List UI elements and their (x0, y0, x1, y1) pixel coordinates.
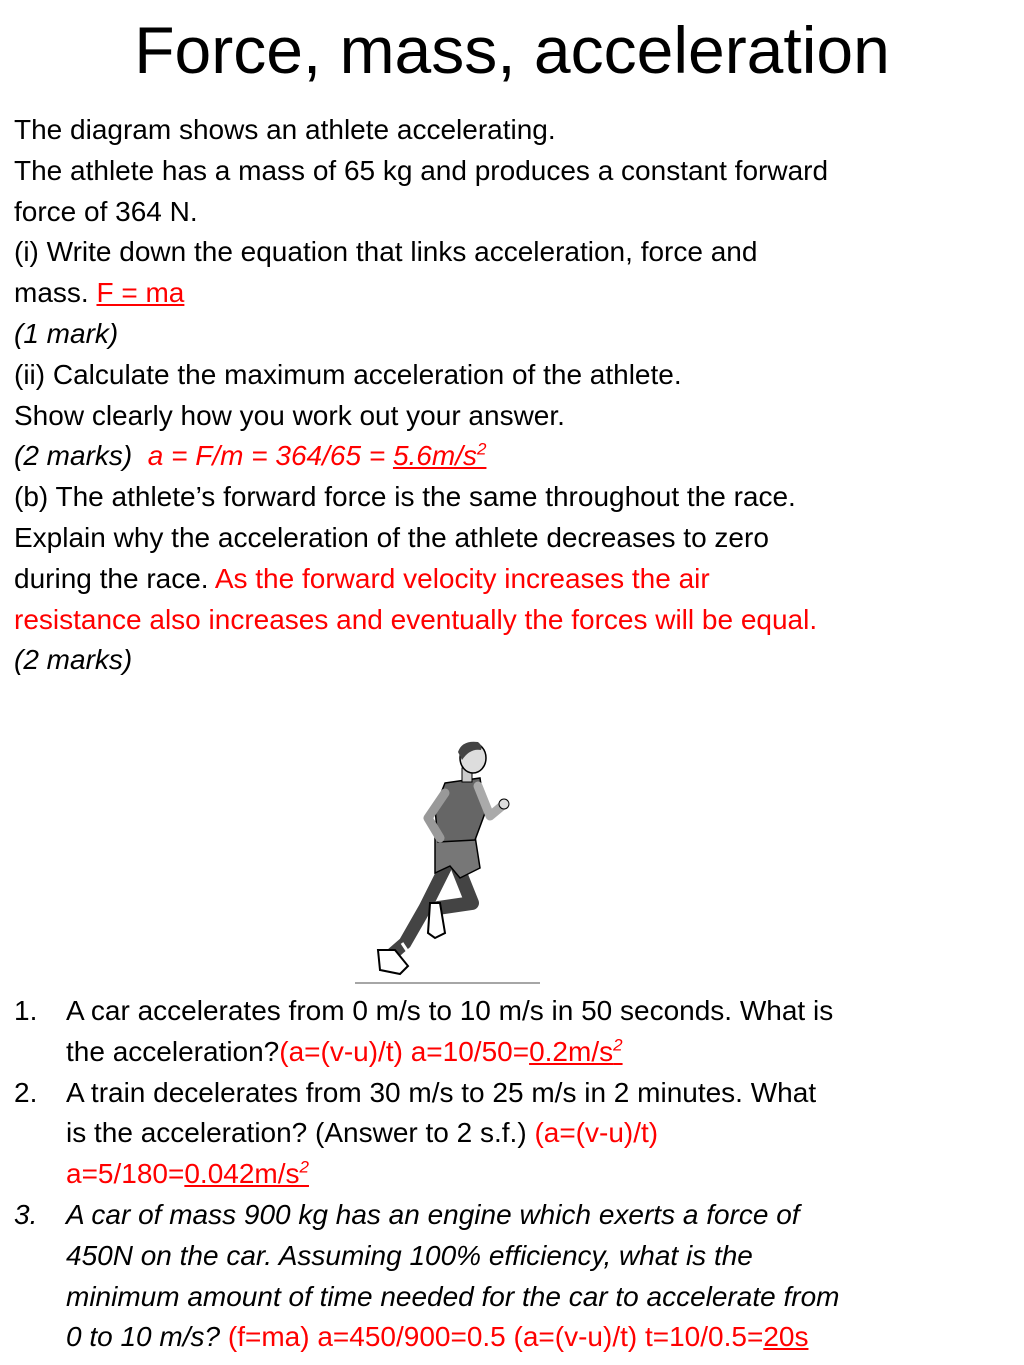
question-line (66, 1113, 1014, 1154)
part-ii-answer-exponent: 2 (476, 440, 487, 460)
part-ii-answer-value: 5.6m/s (392, 440, 477, 472)
list-item (14, 991, 1014, 1073)
part-ii-line: (ii) Calculate the maximum acceleration of the athlete. (14, 358, 682, 390)
question-line: 450N on the car. Assuming 100% efficiency, what is the (66, 1239, 753, 1271)
list-item (14, 1195, 1014, 1358)
question-answer-exponent: 2 (613, 1035, 623, 1055)
part-ii-answer-line (14, 436, 1014, 477)
question-answer-exponent: 2 (299, 1157, 309, 1177)
question-number: 1. (14, 995, 38, 1026)
question-text (14, 110, 1014, 681)
question-answer (529, 1036, 623, 1067)
question-line (66, 1032, 1014, 1073)
question-number: 3. (14, 1198, 38, 1230)
question-line: A car accelerates from 0 m/s to 10 m/s in 50 seconds. What is (66, 995, 834, 1026)
part-i-line: (i) Write down the equation that links acceleration, force and (14, 236, 758, 268)
page-title: Force, mass, acceleration (134, 13, 890, 87)
part-i-text: mass. (14, 277, 89, 309)
part-b-line: (b) The athlete’s forward force is the same throughout the race. (14, 481, 796, 513)
question-working: (f=ma) a=450/900=0.5 (a=(v-u)/t) t=10/0.5= (227, 1321, 764, 1353)
part-ii-answer (393, 440, 487, 471)
part-b-answer: resistance also increases and eventually the forces will be equal. (14, 603, 818, 635)
question-line: A train decelerates from 30 m/s to 25 m/s in 2 minutes. What (66, 1076, 817, 1108)
part-b-line (14, 559, 1014, 600)
part-b-text: during the race. (14, 562, 209, 594)
question-working: a=5/180= (66, 1158, 185, 1190)
part-b-line: Explain why the acceleration of the athlete decreases to zero (14, 521, 769, 553)
question-answer: 20s (763, 1321, 809, 1353)
question-answer-value: 0.042m/s (184, 1158, 300, 1190)
part-b-marks: (2 marks) (14, 644, 133, 676)
list-item (14, 1073, 1014, 1195)
question-line (66, 1317, 1014, 1358)
question-working: (a=(v-u)/t) a=10/50= (279, 1035, 530, 1067)
question-line: minimum amount of time needed for the car to accelerate from (66, 1280, 840, 1312)
intro-line: The athlete has a mass of 65 kg and produces a constant forward (14, 154, 829, 186)
question-answer-value: 0.2m/s (529, 1035, 614, 1067)
question-working: (a=(v-u)/t) (534, 1117, 659, 1149)
part-b-answer: As the forward velocity increases the air (214, 562, 710, 594)
question-text: 0 to 10 m/s? (66, 1321, 221, 1353)
part-i-answer: F = ma (96, 277, 185, 309)
intro-line: The diagram shows an athlete accelerating. (14, 114, 556, 145)
running-athlete-icon (350, 738, 545, 988)
part-ii-line: Show clearly how you work out your answer. (14, 399, 565, 431)
intro-line: force of 364 N. (14, 195, 198, 227)
part-i-line (14, 273, 1014, 314)
question-text: the acceleration? (66, 1035, 280, 1067)
practice-questions (14, 991, 1014, 1358)
question-answer (184, 1158, 309, 1189)
part-ii-working: a = F/m = 364/65 = (147, 440, 386, 472)
part-i-marks: (1 mark) (14, 317, 119, 349)
question-line: A car of mass 900 kg has an engine which exerts a force of (66, 1198, 800, 1230)
part-ii-marks: (2 marks) (14, 440, 133, 472)
question-text: is the acceleration? (Answer to 2 s.f.) (66, 1117, 527, 1149)
question-number: 2. (14, 1076, 38, 1108)
question-line (66, 1154, 1014, 1195)
